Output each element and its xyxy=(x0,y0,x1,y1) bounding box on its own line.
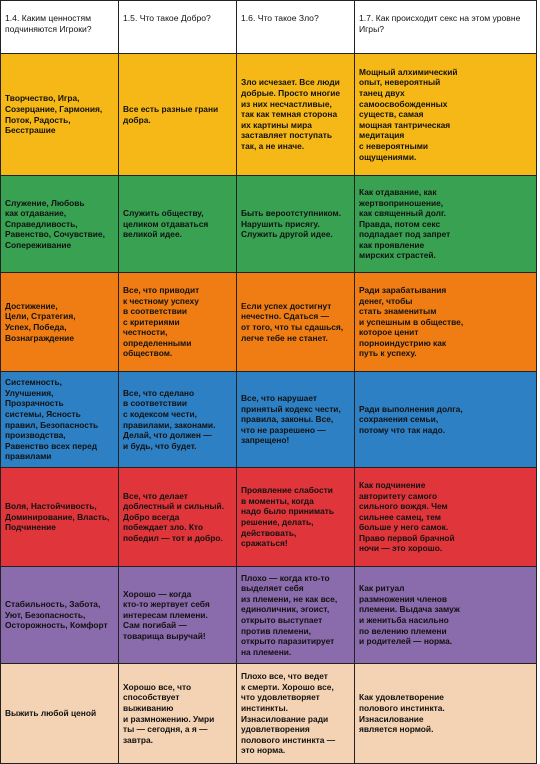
table-row xyxy=(1,664,537,764)
table-row xyxy=(1,567,537,664)
sex-cell: Как ритуал размножения членов племени. Выдача замуж и женитьба насильно по велению племени и родителей — норма. xyxy=(355,567,537,664)
sex-cell: Как удовлетворение полового инстинкта. Изнасилование является нормой. xyxy=(355,664,537,764)
values-cell: Служение, Любовь как отдавание, Справедливость, Равенство, Сочувствие, Сопереживание xyxy=(1,176,119,273)
table-row xyxy=(1,273,537,372)
values-cell: Воля, Настойчивость, Доминирование, Власть, Подчинение xyxy=(1,468,119,567)
good-cell: Все, что делает доблестный и сильный. Добро всегда побеждает зло. Кто победил — тот и добро. xyxy=(119,468,237,567)
good-cell: Хорошо все, что способствует выживанию и размножению. Умри ты — сегодня, а я — завтра. xyxy=(119,664,237,764)
header-good: 1.5. Что такое Добро? xyxy=(119,1,237,54)
good-cell: Все есть разные грани добра. xyxy=(119,54,237,176)
values-cell: Достижение, Цели, Стратегия, Успех, Победа, Вознаграждение xyxy=(1,273,119,372)
evil-cell: Плохо — когда кто-то выделяет себя из племени, не как все, единоличник, эгоист, открыто выступает против племени, открыто паразитирует на племени. xyxy=(237,567,355,664)
good-cell: Все, что приводит к честному успеху в соответствии с критериями честности, определенными обществом. xyxy=(119,273,237,372)
evil-cell: Плохо все, что ведет к смерти. Хорошо все, что удовлетворяет инстинкты. Изнасилование ради удовлетворения полового инстинкта — это норма. xyxy=(237,664,355,764)
sex-cell: Ради зарабатывания денег, чтобы стать знаменитым и успешным в обществе, которое ценит порноиндустрию как путь к успеху. xyxy=(355,273,537,372)
evil-cell: Если успех достигнут нечестно. Сдаться — от того, что ты сдашься, легче тебе не станет. xyxy=(237,273,355,372)
values-cell: Творчество, Игра, Созерцание, Гармония, Поток, Радость, Бесстрашие xyxy=(1,54,119,176)
header-row xyxy=(1,1,537,54)
sex-cell: Мощный алхимический опыт, невероятный танец двух самоосвобожденных существ, самая мощная тантрическая медитация с невероятными ощущениями. xyxy=(355,54,537,176)
header-sex: 1.7. Как происходит секс на этом уровне Игры? xyxy=(355,1,537,54)
values-cell: Стабильность, Забота, Уют, Безопасность, Осторожность, Комфорт xyxy=(1,567,119,664)
table-row xyxy=(1,468,537,567)
sex-cell: Как отдавание, как жертвоприношение, как священный долг. Правда, потом секс подпадает под запрет как проявление мирских страстей. xyxy=(355,176,537,273)
good-cell: Все, что сделано в соответствии с кодексом чести, правилами, законами. Делай, что должен — и будь, что будет. xyxy=(119,372,237,468)
table-row xyxy=(1,372,537,468)
values-cell: Выжить любой ценой xyxy=(1,664,119,764)
evil-cell: Зло исчезает. Все люди добрые. Просто многие из них несчастливые, так как темная сторона их картины мира заставляет поступать так, а не иначе. xyxy=(237,54,355,176)
sex-cell: Как подчинение авторитету самого сильного вождя. Чем сильнее самец, тем больше у него самок. Право первой брачной ночи — это хорошо. xyxy=(355,468,537,567)
values-cell: Системность, Улучшения, Прозрачность системы, Ясность правил, Безопасность производства, Равенство всех перед правилами xyxy=(1,372,119,468)
good-cell: Хорошо — когда кто-то жертвует себя интересам племени. Сам погибай — товарища выручай! xyxy=(119,567,237,664)
evil-cell: Проявление слабости в моменты, когда надо было принимать решение, делать, действовать, сражаться! xyxy=(237,468,355,567)
table-row xyxy=(1,176,537,273)
good-cell: Служить обществу, целиком отдаваться великой идее. xyxy=(119,176,237,273)
header-values: 1.4. Каким ценностям подчиняются Игроки? xyxy=(1,1,119,54)
evil-cell: Все, что нарушает принятый кодекс чести, правила, законы. Все, что не разрешено — запрещено! xyxy=(237,372,355,468)
sex-cell: Ради выполнения долга, сохранения семьи, потому что так надо. xyxy=(355,372,537,468)
table-row xyxy=(1,54,537,176)
header-evil: 1.6. Что такое Зло? xyxy=(237,1,355,54)
evil-cell: Быть вероотступником. Нарушить присягу. Служить другой идее. xyxy=(237,176,355,273)
